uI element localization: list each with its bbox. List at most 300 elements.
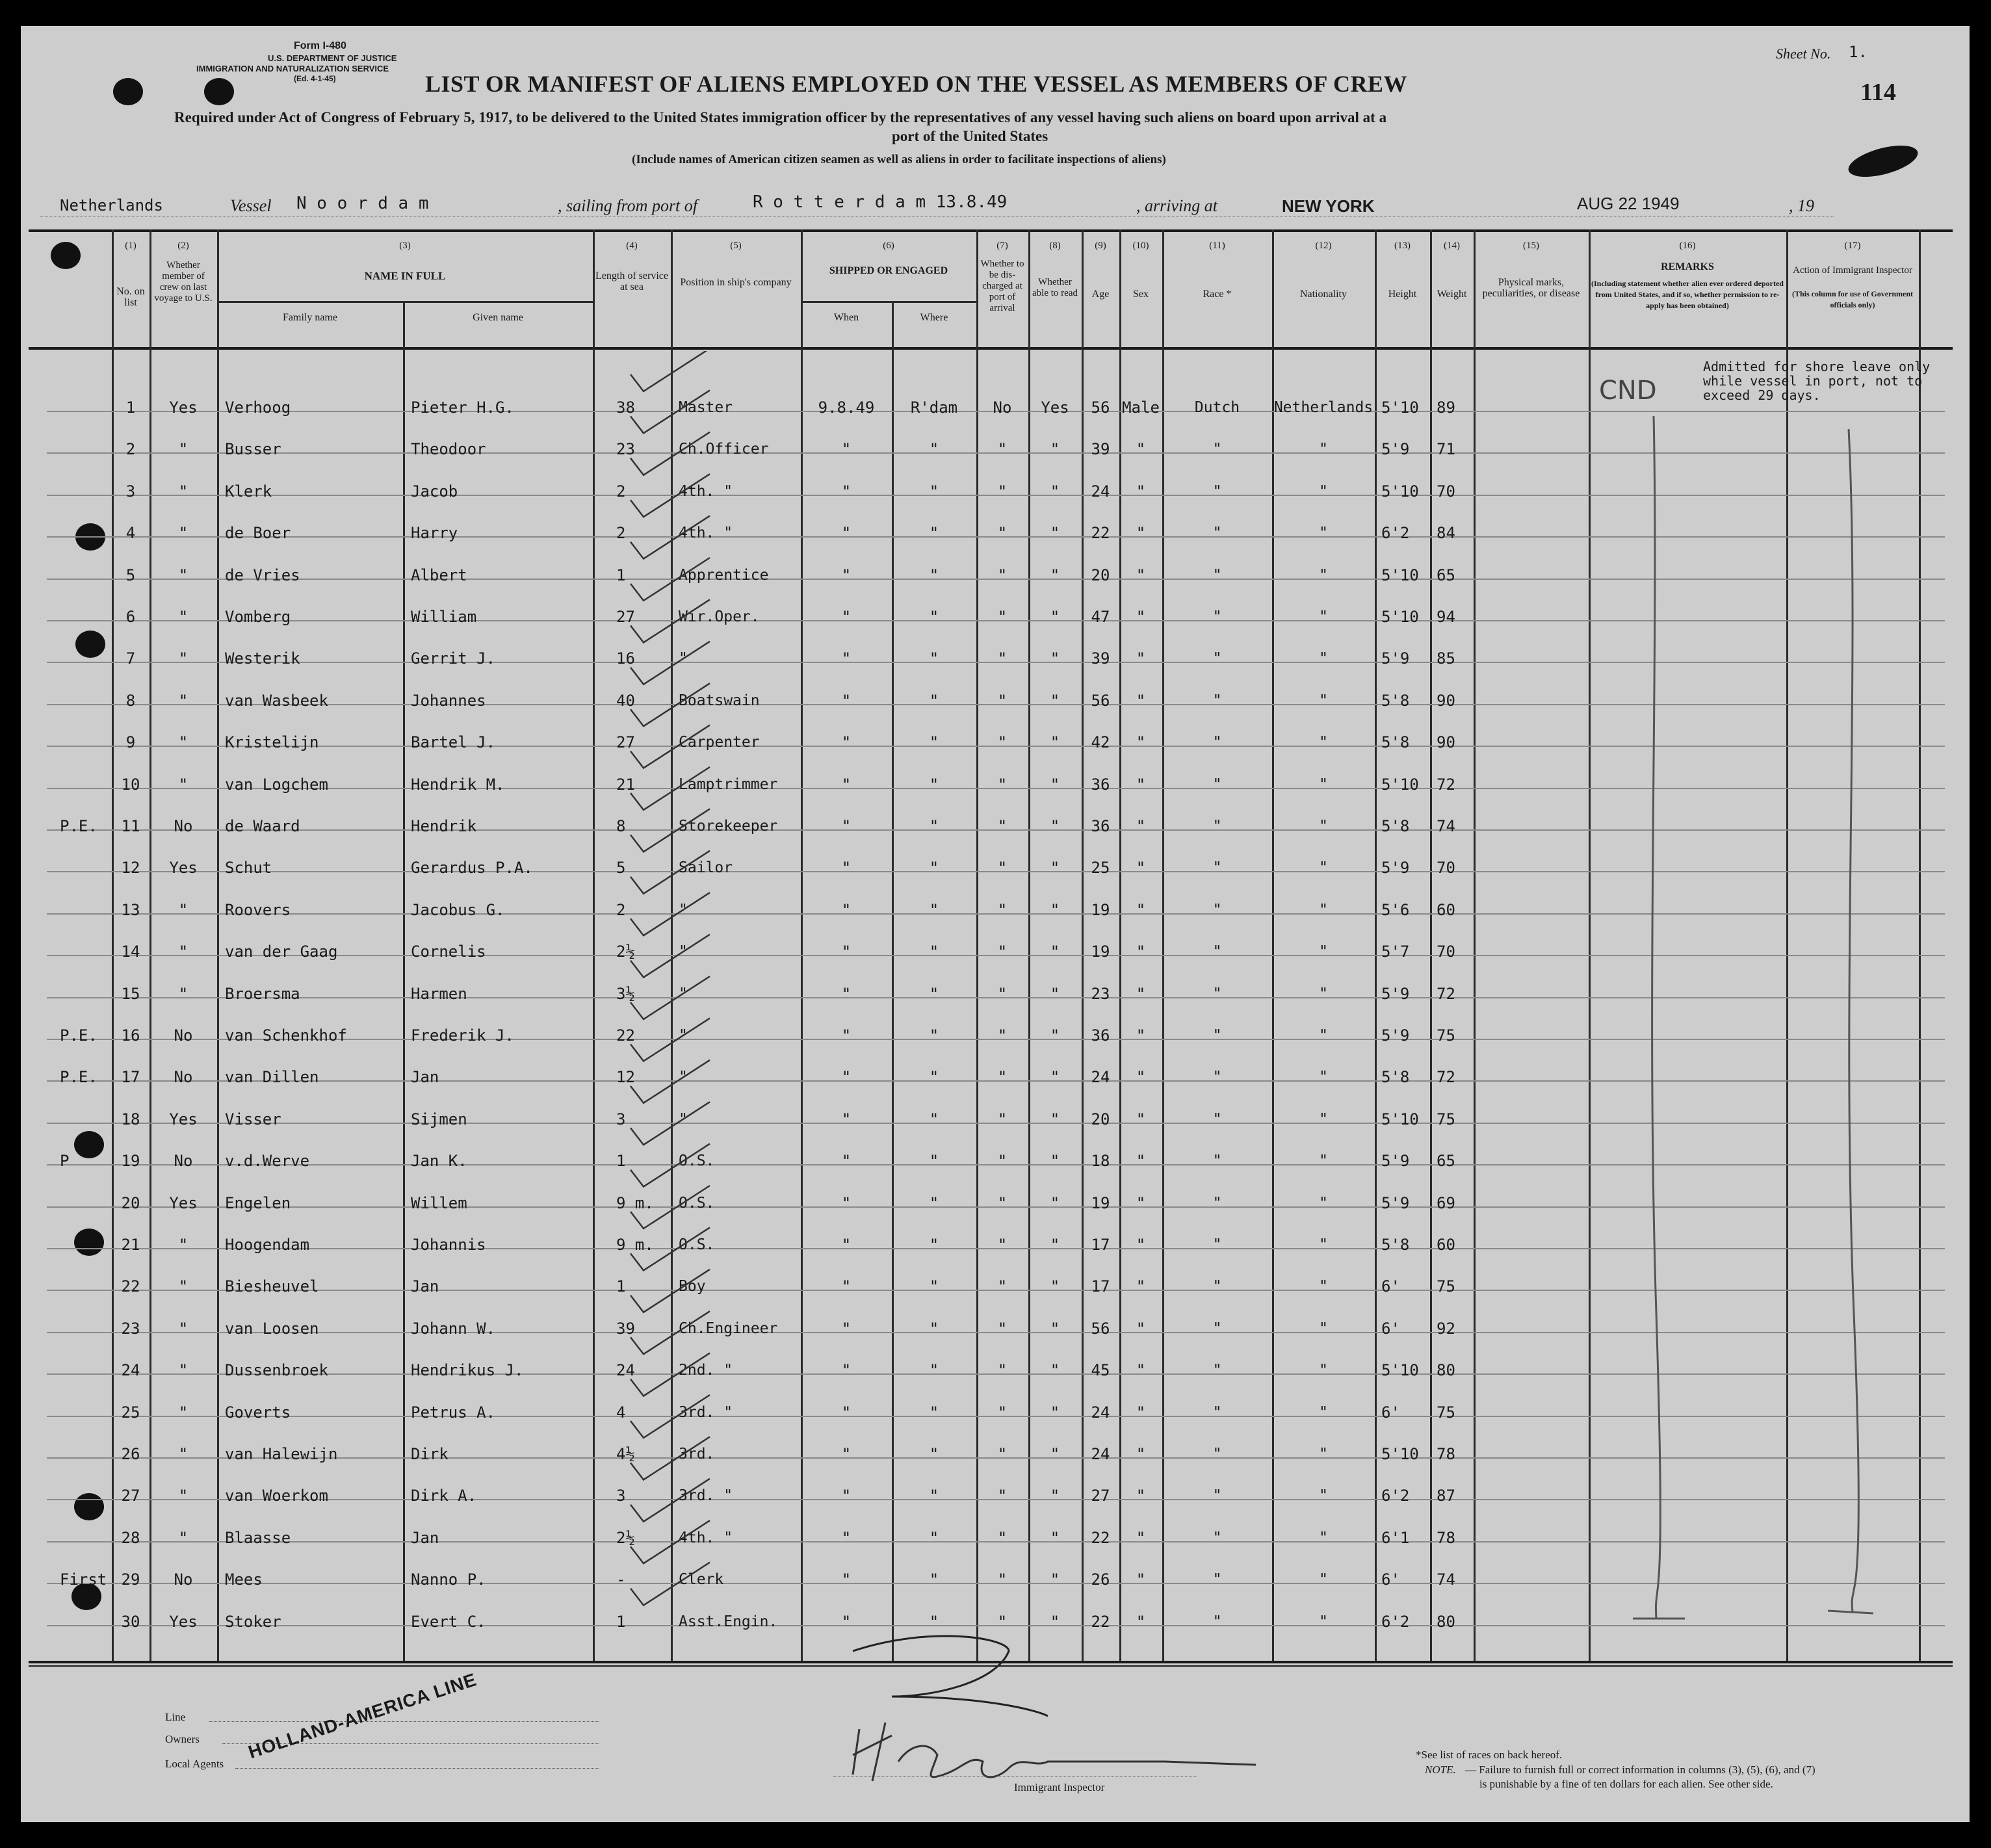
cell-read: " <box>1050 1361 1060 1380</box>
check-mark <box>631 1563 710 1606</box>
cell-sex: " <box>1136 1277 1146 1296</box>
cell-family: de Waard <box>225 817 300 835</box>
signature-text: H H Engfors <box>801 1625 809 1626</box>
punch-hole <box>113 78 143 105</box>
cell-sex: " <box>1136 440 1146 459</box>
check-mark <box>631 1437 710 1479</box>
cell-sex: " <box>1136 943 1146 961</box>
remarks-line-3: exceed 29 days. <box>1703 387 1821 403</box>
cell-read: " <box>1050 817 1060 835</box>
cell-when: " <box>841 1110 852 1128</box>
cell-age: 20 <box>1091 1110 1110 1128</box>
cell-age: 24 <box>1091 482 1110 501</box>
cell-family: van Halewijn <box>225 1445 338 1463</box>
check-mark <box>631 976 710 1019</box>
cell-position: 4th. " <box>679 1529 733 1546</box>
note-line-1: — Failure to furnish full or correct information in columns (3), (5), (6), and (7) <box>1465 1763 1815 1776</box>
cell-sex: " <box>1136 1026 1146 1045</box>
cell-weight: 92 <box>1437 1319 1455 1338</box>
cell-disch: " <box>997 943 1008 961</box>
cell-position: Sailor <box>679 859 733 877</box>
cell-member: Yes <box>169 1612 198 1631</box>
cell-where: " <box>929 859 939 878</box>
check-mark <box>631 1060 710 1103</box>
cell-age: 39 <box>1091 440 1110 459</box>
cell-nat: " <box>1319 525 1328 542</box>
cell-height: 5'8 <box>1381 817 1410 835</box>
cell-nat: " <box>1319 1278 1328 1295</box>
cell-height: 5'8 <box>1381 1236 1410 1254</box>
cell-disch: " <box>997 900 1008 919</box>
cell-where: " <box>929 1277 939 1296</box>
departure-port: R o t t e r d a m 13.8.49 <box>753 192 1008 212</box>
cell-read: " <box>1050 524 1060 543</box>
cell-sex: " <box>1136 817 1146 835</box>
cell-family: van Logchem <box>225 775 328 794</box>
cell-given: Johann W. <box>411 1319 496 1338</box>
cell-family: van der Gaag <box>225 943 338 961</box>
cell-height: 6'2 <box>1381 524 1410 543</box>
stamp-number: 114 <box>1860 79 1896 106</box>
cell-when: " <box>841 1236 852 1254</box>
cell-disch: " <box>997 524 1008 543</box>
cell-position: Carpenter <box>679 734 760 751</box>
cell-weight: 75 <box>1437 1110 1455 1128</box>
col-5-number: (5) <box>730 241 742 251</box>
cell-weight: 74 <box>1437 1570 1455 1589</box>
cell-service: 9 m. <box>616 1193 654 1212</box>
cell-position: O.S. <box>679 1236 715 1253</box>
cell-read: " <box>1050 775 1060 794</box>
cell-position: " <box>679 985 688 1002</box>
check-mark <box>631 892 710 935</box>
cell-disch: " <box>997 817 1008 835</box>
cell-no: 6 <box>125 608 136 626</box>
cell-where: " <box>929 1026 939 1045</box>
cell-family: Mees <box>225 1570 263 1589</box>
cell-member: " <box>178 482 189 501</box>
check-mark <box>631 767 710 810</box>
cell-member: " <box>178 1319 189 1338</box>
cell-weight: 84 <box>1437 524 1455 543</box>
cell-height: 6'2 <box>1381 1487 1410 1505</box>
cell-race: " <box>1212 1571 1222 1589</box>
cell-family: Kristelijn <box>225 733 319 752</box>
cell-given: Harmen <box>411 984 467 1003</box>
col-16-header: REMARKS <box>1661 261 1714 272</box>
agents-label: Local Agents <box>165 1758 224 1770</box>
cell-member: Yes <box>169 859 198 878</box>
cell-age: 56 <box>1091 691 1110 710</box>
check-mark <box>631 1269 710 1312</box>
cell-read: " <box>1050 984 1060 1003</box>
cell-nat: " <box>1319 1110 1328 1128</box>
cell-age: 24 <box>1091 1068 1110 1087</box>
cell-read: " <box>1050 1319 1060 1338</box>
cell-race: " <box>1212 1236 1222 1253</box>
punch-hole <box>51 242 81 269</box>
col-17-number: (17) <box>1844 241 1861 251</box>
cell-family: Roovers <box>225 900 291 919</box>
cell-given: Jan <box>411 1277 439 1296</box>
cell-age: 20 <box>1091 566 1110 584</box>
cell-disch: " <box>997 859 1008 878</box>
cell-sex: " <box>1136 1068 1146 1087</box>
margin-note: P.E. <box>60 1026 98 1045</box>
cell-read: " <box>1050 859 1060 878</box>
cell-service: 8 <box>616 817 626 835</box>
cell-given: Hendrik <box>411 817 477 835</box>
cell-where: " <box>929 566 939 584</box>
cell-height: 5'9 <box>1381 1026 1410 1045</box>
cell-position: 3rd. <box>679 1446 715 1463</box>
cell-sex: " <box>1136 482 1146 501</box>
cell-read: " <box>1050 1612 1060 1631</box>
cell-height: 5'10 <box>1381 775 1419 794</box>
cell-no: 24 <box>121 1361 140 1380</box>
cell-service: 3 <box>616 1487 626 1505</box>
cell-nat: " <box>1319 1446 1328 1463</box>
check-mark <box>631 1479 710 1522</box>
cell-service: 39 <box>616 1319 635 1338</box>
col-11-number: (11) <box>1209 241 1225 251</box>
cell-no: 4 <box>125 524 136 543</box>
col-16-subheader: (Including statement whether alien ever ordered deported from United States, and if so, whether permission to re-apply has been obtained) <box>1591 279 1784 310</box>
cell-disch: " <box>997 1193 1008 1212</box>
check-mark <box>631 351 710 391</box>
remarks-initials: CND <box>1599 376 1657 406</box>
cell-where: " <box>929 1068 939 1087</box>
cell-weight: 89 <box>1437 398 1455 417</box>
col-4-number: (4) <box>626 241 638 251</box>
cell-nat: " <box>1319 650 1328 668</box>
cell-disch: " <box>997 1445 1008 1463</box>
cell-family: de Boer <box>225 524 291 543</box>
cell-where: " <box>929 984 939 1003</box>
cell-height: 5'10 <box>1381 1361 1419 1380</box>
col-8-header: Whether able to read <box>1032 277 1078 298</box>
cell-given: Cornelis <box>411 943 486 961</box>
cell-weight: 85 <box>1437 649 1455 668</box>
cell-nat: Netherlands <box>1273 399 1373 416</box>
cell-given: Sijmen <box>411 1110 467 1128</box>
vessel-name: N o o r d a m <box>296 194 429 213</box>
cell-weight: 75 <box>1437 1277 1455 1296</box>
cell-member: No <box>174 1152 193 1171</box>
cell-given: Hendrik M. <box>411 775 505 794</box>
cell-read: " <box>1050 1528 1060 1547</box>
cell-weight: 75 <box>1437 1026 1455 1045</box>
cell-when: " <box>841 900 852 919</box>
col-3-number: (3) <box>399 241 411 251</box>
cell-read: " <box>1050 1445 1060 1463</box>
col-17-header: Action of Immigrant Inspector <box>1793 265 1912 276</box>
cell-age: 26 <box>1091 1570 1110 1589</box>
cell-weight: 94 <box>1437 608 1455 626</box>
cell-race: " <box>1212 859 1222 877</box>
cell-disch: " <box>997 649 1008 668</box>
cell-service: 2 <box>616 482 626 501</box>
cell-no: 25 <box>121 1403 140 1422</box>
col-17-subheader: (This column for use of Government officials only) <box>1791 289 1914 309</box>
cell-where: " <box>929 1570 939 1589</box>
cell-weight: 74 <box>1437 817 1455 835</box>
cell-nat: " <box>1319 1194 1328 1212</box>
cell-when: " <box>841 1487 852 1505</box>
cell-member: No <box>174 1068 193 1087</box>
cell-no: 26 <box>121 1445 140 1463</box>
year-label: , 19 <box>1789 196 1814 215</box>
cell-nat: " <box>1319 482 1328 500</box>
form-subtitle-3: (Include names of American citizen seamen as well as aliens in order to facilitate inspections of aliens) <box>632 153 1166 166</box>
cell-nat: " <box>1319 734 1328 751</box>
cell-position: O.S. <box>679 1194 715 1212</box>
column-rule <box>1589 229 1591 1661</box>
cell-sex: " <box>1136 775 1146 794</box>
cell-sex: " <box>1136 733 1146 752</box>
cell-service: 2 <box>616 524 626 543</box>
cell-service: 27 <box>616 608 635 626</box>
column-rule <box>593 229 595 1661</box>
cell-disch: " <box>997 691 1008 710</box>
cell-weight: 65 <box>1437 1152 1455 1171</box>
cell-read: " <box>1050 1193 1060 1212</box>
check-mark <box>631 1102 710 1145</box>
cell-sex: " <box>1136 524 1146 543</box>
cell-when: " <box>841 817 852 835</box>
cell-read: Yes <box>1041 398 1069 417</box>
cell-disch: " <box>997 1612 1008 1631</box>
cell-no: 27 <box>121 1487 140 1505</box>
cell-height: 6' <box>1381 1319 1400 1338</box>
cell-disch: " <box>997 1361 1008 1380</box>
arrival-port: NEW YORK <box>1282 196 1375 216</box>
cell-sex: " <box>1136 1110 1146 1128</box>
cell-where: " <box>929 817 939 835</box>
cell-height: 5'9 <box>1381 1193 1410 1212</box>
cell-age: 22 <box>1091 1612 1110 1631</box>
cell-sex: " <box>1136 1319 1146 1338</box>
cell-disch: " <box>997 1110 1008 1128</box>
cell-family: van Loosen <box>225 1319 319 1338</box>
cell-when: " <box>841 1528 852 1547</box>
cell-no: 9 <box>125 733 136 752</box>
cell-height: 5'9 <box>1381 1152 1410 1171</box>
cell-member: " <box>178 1236 189 1254</box>
cell-position: Boy <box>679 1278 706 1295</box>
cell-height: 5'10 <box>1381 1110 1419 1128</box>
cell-position: Boatswain <box>679 692 760 709</box>
cell-service: 1 <box>616 1277 626 1296</box>
cell-service: 3 <box>616 1110 626 1128</box>
punch-hole <box>75 631 105 658</box>
cell-no: 23 <box>121 1319 140 1338</box>
cell-member: " <box>178 733 189 752</box>
cell-no: 30 <box>121 1612 140 1631</box>
column-rule <box>1919 229 1921 1661</box>
cell-no: 16 <box>121 1026 140 1045</box>
cell-sex: " <box>1136 608 1146 626</box>
check-mark <box>631 809 710 852</box>
cell-read: " <box>1050 733 1060 752</box>
cell-member: " <box>178 1361 189 1380</box>
cell-disch: " <box>997 566 1008 584</box>
cell-given: Jacob <box>411 482 458 501</box>
cell-position: Lamptrimmer <box>679 775 778 793</box>
cell-no: 8 <box>125 691 136 710</box>
cell-position: Clerk <box>679 1571 724 1589</box>
cell-given: William <box>411 608 477 626</box>
cell-height: 5'9 <box>1381 859 1410 878</box>
remarks-line-1: Admitted for shore leave only <box>1703 359 1931 374</box>
cell-sex: " <box>1136 1445 1146 1463</box>
cell-where: R'dam <box>910 398 958 417</box>
cell-family: Schut <box>225 859 272 878</box>
cell-height: 5'8 <box>1381 1068 1410 1087</box>
cell-service: - <box>616 1570 626 1589</box>
cell-read: " <box>1050 943 1060 961</box>
col-10-number: (10) <box>1132 241 1149 251</box>
cell-when: 9.8.49 <box>818 398 875 417</box>
cell-position: Ch.Engineer <box>679 1320 778 1337</box>
cell-given: Frederik J. <box>411 1026 514 1045</box>
col-3b-header: Given name <box>473 312 523 323</box>
cell-read: " <box>1050 1026 1060 1045</box>
cell-nat: " <box>1319 692 1328 709</box>
cell-where: " <box>929 482 939 501</box>
margin-note: P.E. <box>60 817 98 835</box>
cell-when: " <box>841 566 852 584</box>
cell-member: " <box>178 943 189 961</box>
cell-height: 5'10 <box>1381 1445 1419 1463</box>
cell-age: 19 <box>1091 900 1110 919</box>
cell-when: " <box>841 1193 852 1212</box>
cell-height: 5'10 <box>1381 482 1419 501</box>
cell-given: Pieter H.G. <box>411 398 514 417</box>
pencil-ditto-lines <box>1594 403 1893 1632</box>
check-mark <box>631 474 710 517</box>
cell-read: " <box>1050 440 1060 459</box>
cell-race: " <box>1212 482 1222 500</box>
cell-sex: " <box>1136 1403 1146 1422</box>
col-7-header: Whether to be dis-charged at port of arrival <box>980 259 1024 313</box>
cell-family: van Schenkhof <box>225 1026 347 1045</box>
cell-nat: " <box>1319 818 1328 835</box>
cell-position: " <box>679 1027 688 1044</box>
cell-where: " <box>929 1487 939 1505</box>
check-mark <box>631 599 710 642</box>
cell-given: Albert <box>411 566 467 584</box>
cell-age: 56 <box>1091 398 1110 417</box>
cell-disch: " <box>997 733 1008 752</box>
cell-member: " <box>178 566 189 584</box>
cell-nat: " <box>1319 1236 1328 1253</box>
cell-height: 5'10 <box>1381 398 1419 417</box>
cell-position: " <box>679 650 688 668</box>
cell-race: " <box>1212 1403 1222 1421</box>
cell-family: de Vries <box>225 566 300 584</box>
cell-position: 3rd. " <box>679 1487 733 1505</box>
race-note: *See list of races on back hereof. <box>1416 1749 1563 1761</box>
cell-when: " <box>841 775 852 794</box>
cell-weight: 71 <box>1437 440 1455 459</box>
punch-hole <box>74 1493 104 1520</box>
cell-sex: " <box>1136 984 1146 1003</box>
cell-race: " <box>1212 818 1222 835</box>
check-mark <box>631 558 710 601</box>
cell-when: " <box>841 1068 852 1087</box>
form-number: Form I-480 <box>294 40 346 51</box>
cell-given: Jan <box>411 1068 439 1087</box>
col-7-number: (7) <box>996 241 1008 251</box>
cell-no: 5 <box>125 566 136 584</box>
col-4-header: Length of service at sea <box>595 270 668 293</box>
cell-nat: " <box>1319 901 1328 918</box>
cell-no: 10 <box>121 775 140 794</box>
cell-family: Engelen <box>225 1193 291 1212</box>
cell-weight: 90 <box>1437 691 1455 710</box>
cell-sex: " <box>1136 1361 1146 1380</box>
cell-member: " <box>178 1487 189 1505</box>
cell-disch: No <box>993 398 1012 417</box>
agent-stamp: HOLLAND-AMERICA LINE <box>246 1669 480 1763</box>
cell-race: " <box>1212 1362 1222 1379</box>
col-15-header: Physical marks, peculiarities, or disease <box>1482 277 1580 299</box>
column-rule <box>1474 229 1476 1661</box>
cell-service: 4 <box>616 1403 626 1422</box>
cell-race: " <box>1212 566 1222 584</box>
cell-height: 6'2 <box>1381 1612 1410 1631</box>
cell-weight: 70 <box>1437 943 1455 961</box>
cell-race: " <box>1212 1027 1222 1044</box>
cell-nat: " <box>1319 566 1328 584</box>
cell-height: 5'9 <box>1381 649 1410 668</box>
cell-weight: 72 <box>1437 1068 1455 1087</box>
cell-age: 19 <box>1091 1193 1110 1212</box>
owners-label: Owners <box>165 1733 200 1745</box>
cell-where: " <box>929 1193 939 1212</box>
cell-weight: 70 <box>1437 859 1455 878</box>
cell-race: " <box>1212 1194 1222 1212</box>
cell-no: 18 <box>121 1110 140 1128</box>
cell-weight: 69 <box>1437 1193 1455 1212</box>
ink-blot <box>1845 139 1921 183</box>
cell-service: 1 <box>616 1612 626 1631</box>
cell-given: Willem <box>411 1193 467 1212</box>
cell-family: Biesheuvel <box>225 1277 319 1296</box>
cell-member: " <box>178 1528 189 1547</box>
check-mark <box>631 390 710 433</box>
cell-where: " <box>929 1236 939 1254</box>
cell-when: " <box>841 1445 852 1463</box>
margin-note: P.E. <box>60 1068 98 1087</box>
cell-race: " <box>1212 1278 1222 1295</box>
col-15-number: (15) <box>1523 241 1539 251</box>
cell-when: " <box>841 440 852 459</box>
cell-no: 19 <box>121 1152 140 1171</box>
cell-weight: 90 <box>1437 733 1455 752</box>
cell-family: Vomberg <box>225 608 291 626</box>
cell-age: 24 <box>1091 1403 1110 1422</box>
cell-family: Dussenbroek <box>225 1361 328 1380</box>
cell-service: 21 <box>616 775 635 794</box>
col-14-header: Weight <box>1437 289 1467 300</box>
col-8-number: (8) <box>1049 241 1061 251</box>
cell-where: " <box>929 1319 939 1338</box>
cell-nat: " <box>1319 1487 1328 1505</box>
cell-disch: " <box>997 608 1008 626</box>
cell-when: " <box>841 1026 852 1045</box>
